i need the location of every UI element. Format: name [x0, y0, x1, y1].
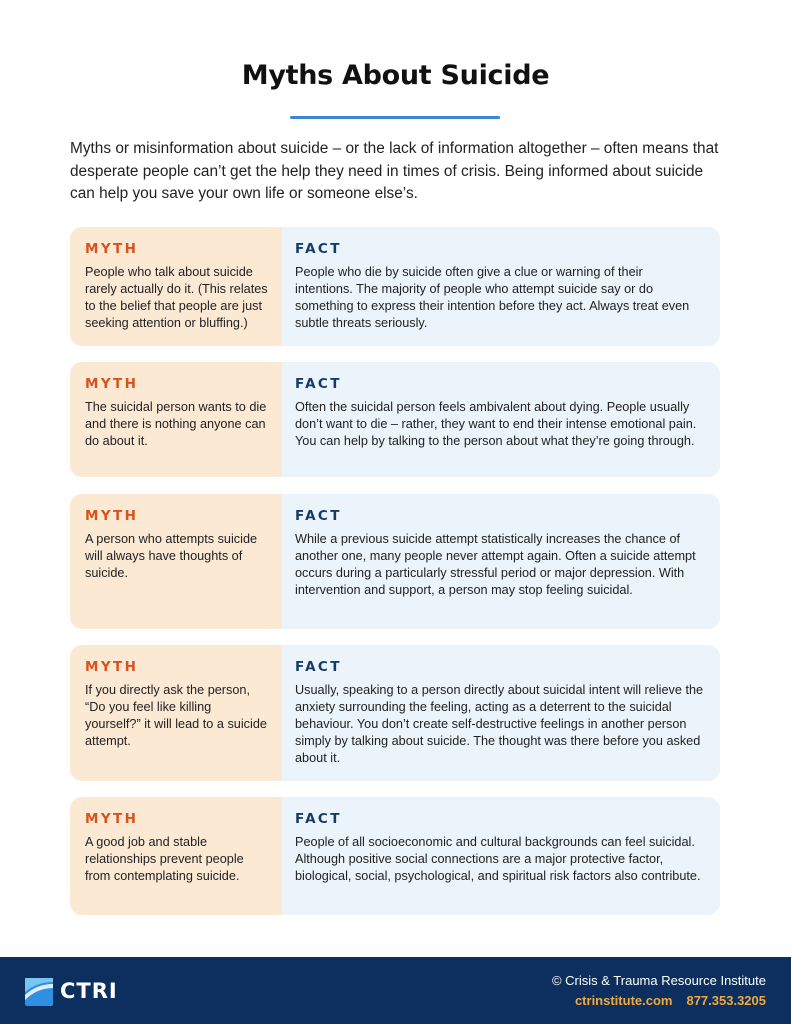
- myth-panel: [70, 645, 282, 781]
- myth-fact-card: [70, 645, 720, 781]
- brand-name: CTRI: [60, 979, 118, 1003]
- phone-number[interactable]: 877.353.3205: [686, 993, 766, 1008]
- fact-text: People of all socioeconomic and cultural backgrounds can feel suicidal. Although positive social connections are a major protective factor, biological, social, psychological, and spiritual risk factors also contribute.: [295, 835, 701, 883]
- fact-text: While a previous suicide attempt statistically increases the chance of another one, many people never attempt again. Often a suicide attempt occurs during a particularly stressful period or major depression. With intervention and support, a person may stop feeling suicidal.: [295, 532, 696, 597]
- footer-bar: [0, 957, 791, 1024]
- organization-name: © Crisis & Trauma Resource Institute: [551, 973, 766, 988]
- page-title: Myths About Suicide: [241, 60, 550, 91]
- fact-panel: [282, 494, 720, 629]
- fact-heading: FACT: [295, 811, 342, 827]
- myth-heading: MYTH: [85, 811, 139, 827]
- myth-fact-card: [70, 797, 720, 915]
- contact-info: [575, 993, 766, 1008]
- fact-heading: FACT: [295, 659, 342, 675]
- fact-panel: [282, 797, 720, 915]
- myth-text: A good job and stable relationships prevent people from contemplating suicide.: [85, 835, 244, 883]
- myth-panel: [70, 797, 282, 915]
- myth-fact-card: [70, 494, 720, 629]
- fact-panel: [282, 645, 720, 781]
- fact-heading: FACT: [295, 508, 342, 524]
- myth-fact-card: [70, 362, 720, 477]
- ctri-logo-icon: [25, 978, 53, 1006]
- myth-heading: MYTH: [85, 376, 139, 392]
- myth-text: If you directly ask the person, “Do you feel like killing yourself?” it will lead to a suicide attempt.: [85, 683, 267, 748]
- myth-heading: MYTH: [85, 508, 139, 524]
- fact-text: People who die by suicide often give a clue or warning of their intentions. The majority of people who attempt suicide say or do something to express their intention before they act. Always treat even subtle threats seriously.: [295, 265, 690, 330]
- title-underline: [290, 116, 500, 119]
- myth-heading: MYTH: [85, 659, 139, 675]
- myth-fact-card: [70, 227, 720, 346]
- myth-heading: MYTH: [85, 241, 139, 257]
- fact-text: Usually, speaking to a person directly about suicidal intent will relieve the anxiety surrounding the feeling, acting as a deterrent to the suicidal behaviour. You don’t create self-destructive feelings in another person simply by talking about suicide. The thought was there before you asked about it.: [295, 683, 704, 765]
- website-link[interactable]: ctrinstitute.com: [574, 993, 673, 1008]
- fact-heading: FACT: [295, 241, 342, 257]
- myth-text: A person who attempts suicide will always have thoughts of suicide.: [85, 532, 258, 580]
- fact-panel: [282, 362, 720, 477]
- myth-panel: [70, 227, 282, 346]
- myth-text: The suicidal person wants to die and there is nothing anyone can do about it.: [85, 400, 267, 448]
- myth-panel: [70, 362, 282, 477]
- myth-panel: [70, 494, 282, 629]
- fact-text: Often the suicidal person feels ambivalent about dying. People usually don’t want to die – rather, they want to end their intense emotional pain. You can help by talking to the person about what they’re going through.: [295, 400, 697, 448]
- fact-heading: FACT: [295, 376, 342, 392]
- myth-text: People who talk about suicide rarely actually do it. (This relates to the belief that people are just seeking attention or bluffing.): [85, 265, 268, 330]
- intro-paragraph: Myths or misinformation about suicide – or the lack of information altogether – often means that desperate people can’t get the help they need in times of crisis. Being informed about suicide can help you save your own life or someone else’s.: [70, 140, 719, 202]
- fact-panel: [282, 227, 720, 346]
